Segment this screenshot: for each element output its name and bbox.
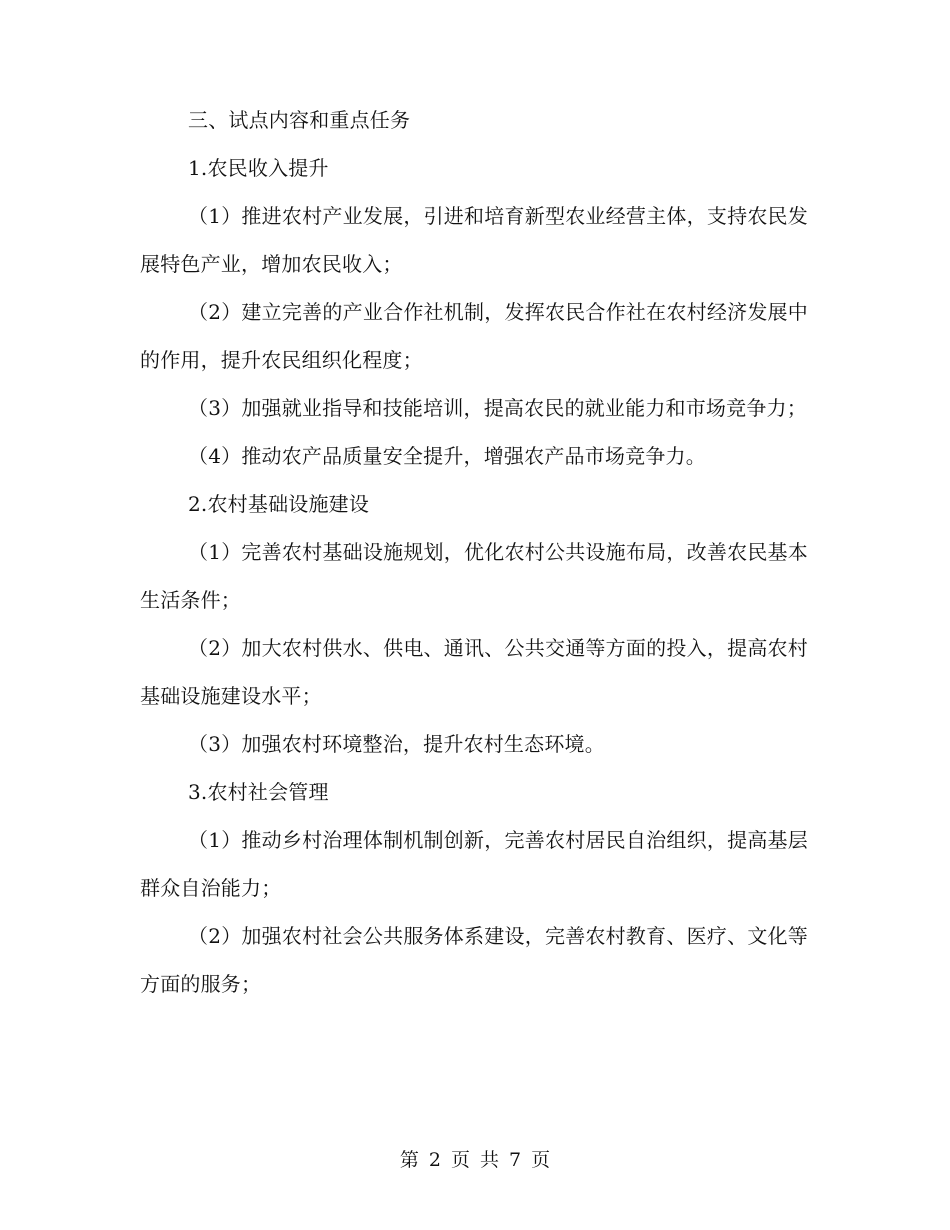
page-number-footer: 第 2 页 共 7 页 (399, 1149, 551, 1171)
list-item: （1）完善农村基础设施规划，优化农村公共设施布局，改善农民基本生活条件； (140, 540, 808, 612)
subsection-heading: 2.农村基础设施建设 (188, 492, 370, 516)
list-item: （1）推进农村产业发展，引进和培育新型农业经营主体，支持农民发展特色产业，增加农民收入； (140, 204, 808, 276)
subsection-heading: 3.农村社会管理 (188, 780, 329, 804)
list-item: （2）建立完善的产业合作社机制，发挥农民合作社在农村经济发展中的作用，提升农民组织化程度； (140, 300, 808, 372)
list-item: （3）加强农村环境整治，提升农村生态环境。 (188, 732, 605, 756)
list-item: （4）推动农产品质量安全提升，增强农产品市场竞争力。 (188, 444, 706, 468)
subsection-heading: 1.农民收入提升 (188, 156, 329, 180)
list-item: （2）加大农村供水、供电、通讯、公共交通等方面的投入，提高农村基础设施建设水平； (140, 636, 808, 708)
list-item: （3）加强就业指导和技能培训，提高农民的就业能力和市场竞争力； (188, 396, 807, 420)
list-item: （1）推动乡村治理体制机制创新，完善农村居民自治组织，提高基层群众自治能力； (140, 828, 808, 900)
document-body (140, 96, 808, 1008)
section-heading: 三、试点内容和重点任务 (188, 108, 411, 132)
list-item: （2）加强农村社会公共服务体系建设，完善农村教育、医疗、文化等方面的服务； (140, 924, 808, 996)
